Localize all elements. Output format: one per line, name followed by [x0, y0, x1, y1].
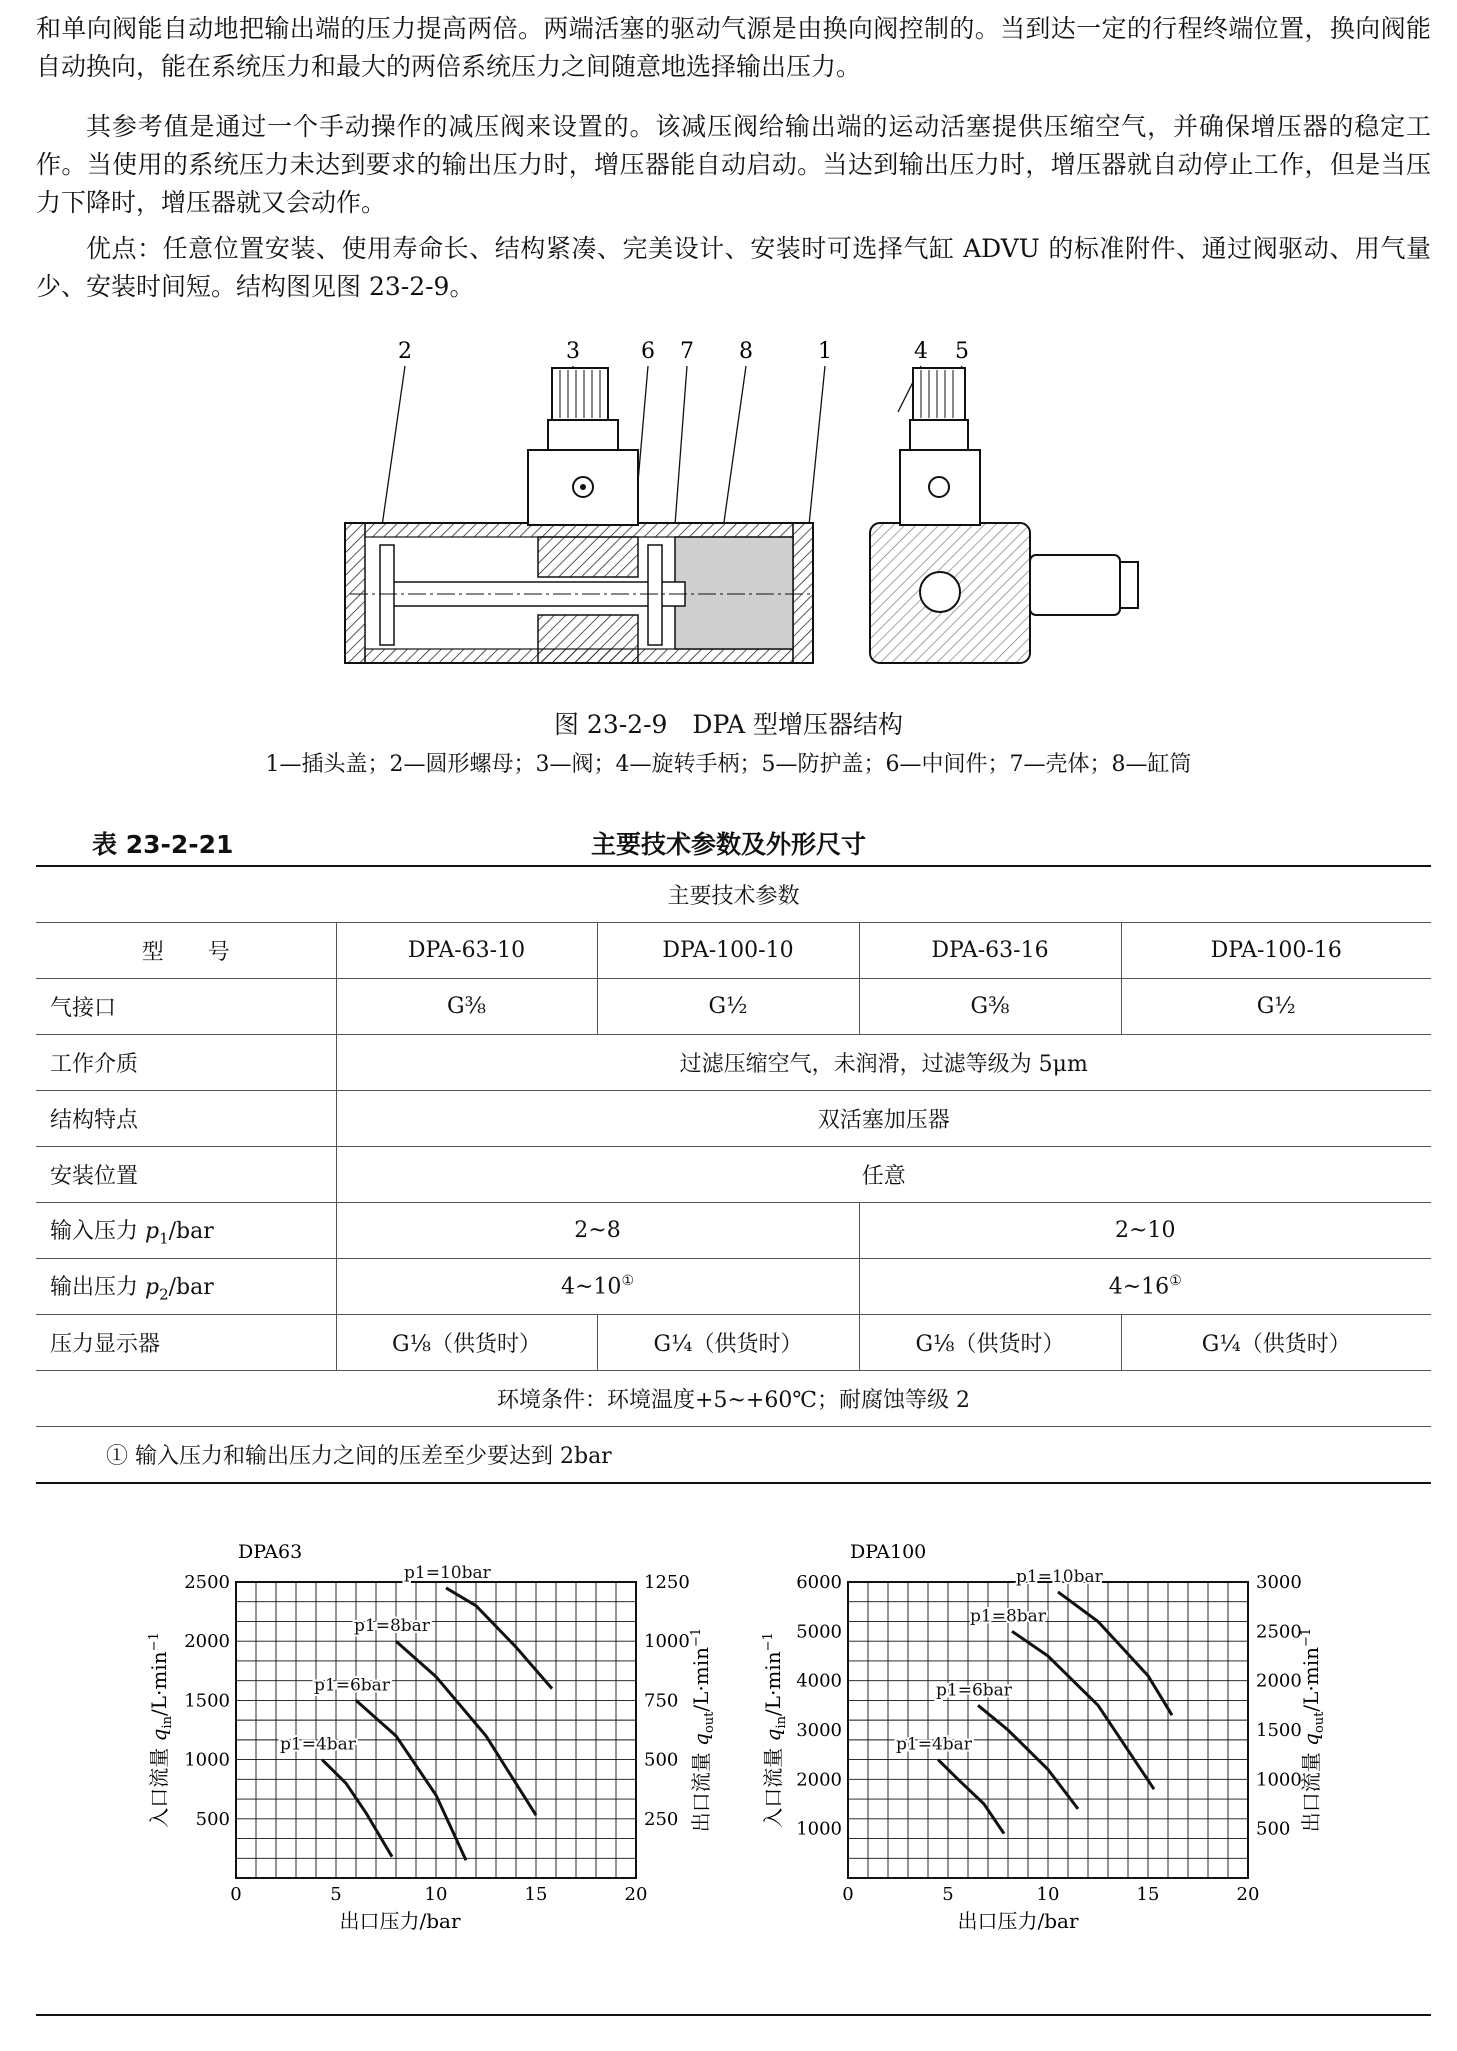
table-row	[36, 1091, 1431, 1147]
table-number: 表 23-2-21	[92, 830, 234, 859]
chart-dpa63	[147, 1541, 717, 1933]
x-tick-label: 5	[330, 1884, 342, 1905]
x-axis-label: 出口压力/bar	[957, 1909, 1079, 1933]
flow-charts	[0, 1530, 1457, 1950]
y-tick-label-right: 750	[644, 1690, 679, 1712]
paragraph-3: 优点：任意位置安装、使用寿命长、结构紧凑、完美设计、安装时可选择气缸 ADVU 的标准附件、通过阀驱动、用气量少、安装时间短。结构图见图 23-2-9。	[36, 234, 1431, 301]
input-pressure-label: 输入压力 $p_1$/bar	[36, 1203, 336, 1259]
label-2: 2	[398, 339, 412, 364]
table-row	[36, 1371, 1431, 1427]
x-tick-label: 20	[1236, 1884, 1260, 1905]
footnote: ① 输入压力和输出压力之间的压差至少要达到 2bar	[36, 1427, 1431, 1484]
y-tick-label-right: 500	[644, 1749, 679, 1771]
indicator-label: 压力显示器	[36, 1315, 336, 1371]
spec-table	[36, 865, 1431, 1484]
input-pressure-value: 2~8	[336, 1203, 859, 1259]
structure-label: 结构特点	[36, 1091, 336, 1147]
indicator-cell: G⅛（供货时）	[859, 1315, 1121, 1371]
environment-row: 环境条件：环境温度+5~+60℃；耐腐蚀等级 2	[36, 1371, 1431, 1427]
indicator-cell: G¼（供货时）	[597, 1315, 859, 1371]
y-tick-label-left: 2500	[184, 1572, 230, 1593]
x-tick-label: 10	[424, 1884, 448, 1905]
chart-title: DPA63	[238, 1541, 303, 1563]
label-7: 7	[680, 339, 694, 364]
chart-title: DPA100	[850, 1541, 927, 1563]
table-row	[36, 923, 1431, 979]
x-tick-label: 10	[1036, 1884, 1060, 1905]
series-line	[356, 1700, 466, 1860]
port-cell: G⅜	[859, 979, 1121, 1035]
label-1: 1	[818, 339, 832, 364]
port-label: 气接口	[36, 979, 336, 1035]
medium-value: 过滤压缩空气，未润滑，过滤等级为 5μm	[336, 1035, 1431, 1091]
model-cell: DPA-63-16	[859, 923, 1121, 979]
y-axis-label-left: 入口流量 $q_{in}/L\cdot\min^{-1}$	[147, 1632, 175, 1828]
table-row	[36, 1315, 1431, 1371]
series-label: p1=4bar	[896, 1734, 972, 1755]
y-tick-label-left: 500	[195, 1808, 230, 1830]
y-tick-label-left: 2000	[184, 1631, 230, 1653]
table-row	[36, 866, 1431, 923]
section-header: 主要技术参数	[36, 866, 1431, 923]
series-line	[1058, 1592, 1172, 1715]
x-axis-label: 出口压力/bar	[339, 1909, 461, 1933]
medium-label: 工作介质	[36, 1035, 336, 1091]
figure-caption: 图 23-2-9 DPA 型增压器结构	[553, 710, 904, 739]
series-label: p1=8bar	[354, 1616, 430, 1637]
figure-legend: 1—插头盖；2—圆形螺母；3—阀；4—旋转手柄；5—防护盖；6—中间件；7—壳体；8—缸筒	[265, 752, 1192, 777]
label-8: 8	[739, 339, 753, 364]
label-3: 3	[566, 339, 580, 364]
model-cell: DPA-100-16	[1121, 923, 1431, 979]
series-label: p1=10bar	[404, 1562, 491, 1583]
y-tick-label-left: 2000	[796, 1769, 842, 1791]
y-axis-label-right: 出口流量 $q_{out}/L\cdot\min^{-1}$	[1299, 1627, 1327, 1833]
output-pressure-value: 4~10①	[336, 1259, 859, 1315]
x-tick-label: 0	[230, 1884, 242, 1905]
table-row	[36, 1035, 1431, 1091]
model-label: 型 号	[36, 923, 336, 979]
y-tick-label-left: 6000	[796, 1572, 842, 1593]
port-cell: G⅜	[336, 979, 597, 1035]
port-cell: G½	[597, 979, 859, 1035]
x-tick-label: 20	[624, 1884, 648, 1905]
model-cell: DPA-100-10	[597, 923, 859, 979]
y-tick-label-left: 3000	[796, 1720, 842, 1741]
series-label: p1=4bar	[280, 1734, 356, 1755]
label-6: 6	[641, 339, 655, 364]
table-row	[36, 1147, 1431, 1203]
y-tick-label-left: 4000	[796, 1670, 842, 1692]
table-row	[36, 1427, 1431, 1484]
series-line	[1012, 1631, 1154, 1789]
table-row	[36, 1259, 1431, 1315]
y-tick-label-right: 3000	[1256, 1572, 1302, 1593]
series-label: p1=8bar	[970, 1606, 1046, 1627]
y-tick-label-left: 5000	[796, 1621, 842, 1643]
y-axis-label-left: 入口流量 $q_{in}/L\cdot\min^{-1}$	[761, 1632, 789, 1828]
series-label: p1=10bar	[1016, 1566, 1103, 1587]
y-tick-label-right: 1250	[644, 1572, 690, 1593]
y-axis-label-right: 出口流量 $q_{out}/L\cdot\min^{-1}$	[689, 1627, 717, 1833]
series-line	[322, 1760, 392, 1857]
indicator-cell: G¼（供货时）	[1121, 1315, 1431, 1371]
y-tick-label-right: 1000	[1256, 1769, 1302, 1791]
footnote-mark: ①	[1169, 1273, 1182, 1290]
table-title: 主要技术参数及外形尺寸	[590, 830, 866, 859]
label-5: 5	[955, 339, 969, 364]
x-tick-label: 15	[1136, 1884, 1160, 1905]
footnote-mark: ①	[621, 1273, 634, 1290]
structure-value: 双活塞加压器	[336, 1091, 1431, 1147]
y-tick-label-right: 1500	[1256, 1720, 1302, 1741]
y-tick-label-left: 1000	[184, 1749, 230, 1771]
structure-drawing	[330, 330, 1160, 695]
mounting-value: 任意	[336, 1147, 1431, 1203]
model-cell: DPA-63-10	[336, 923, 597, 979]
output-pressure-label: 输出压力 $p_2$/bar	[36, 1259, 336, 1315]
table-row	[36, 1203, 1431, 1259]
paragraph-2: 其参考值是通过一个手动操作的减压阀来设置的。该减压阀给输出端的运动活塞提供压缩空气，并确保增压器的稳定工作。当使用的系统压力未达到要求的输出压力时，增压器能自动启动。当达到输出压力时，增压器就自动停止工作，但是当压力下降时，增压器就又会动作。	[36, 112, 1431, 217]
x-tick-label: 5	[942, 1884, 954, 1905]
port-cell: G½	[1121, 979, 1431, 1035]
series-label: p1=6bar	[936, 1680, 1012, 1701]
y-tick-label-left: 1000	[796, 1818, 842, 1840]
x-tick-label: 0	[842, 1884, 854, 1905]
mounting-label: 安装位置	[36, 1147, 336, 1203]
label-4: 4	[914, 339, 928, 364]
y-tick-label-right: 2500	[1256, 1621, 1302, 1643]
y-tick-label-right: 250	[644, 1808, 679, 1830]
series-line	[396, 1641, 536, 1815]
indicator-cell: G⅛（供货时）	[336, 1315, 597, 1371]
x-tick-label: 15	[524, 1884, 548, 1905]
input-pressure-value: 2~10	[859, 1203, 1431, 1259]
series-label: p1=6bar	[314, 1675, 390, 1696]
table-row	[36, 979, 1431, 1035]
y-tick-label-left: 1500	[184, 1690, 230, 1712]
output-pressure-value: 4~16①	[859, 1259, 1431, 1315]
chart-dpa100	[761, 1541, 1327, 1933]
y-tick-label-right: 500	[1256, 1818, 1291, 1840]
bottom-rule	[36, 2014, 1431, 2016]
y-tick-label-right: 1000	[644, 1631, 690, 1653]
paragraph-1: 和单向阀能自动地把输出端的压力提高两倍。两端活塞的驱动气源是由换向阀控制的。当到达一定的行程终端位置，换向阀能自动换向，能在系统压力和最大的两倍系统压力之间随意地选择输出压力。	[36, 14, 1431, 81]
y-tick-label-right: 2000	[1256, 1670, 1302, 1692]
